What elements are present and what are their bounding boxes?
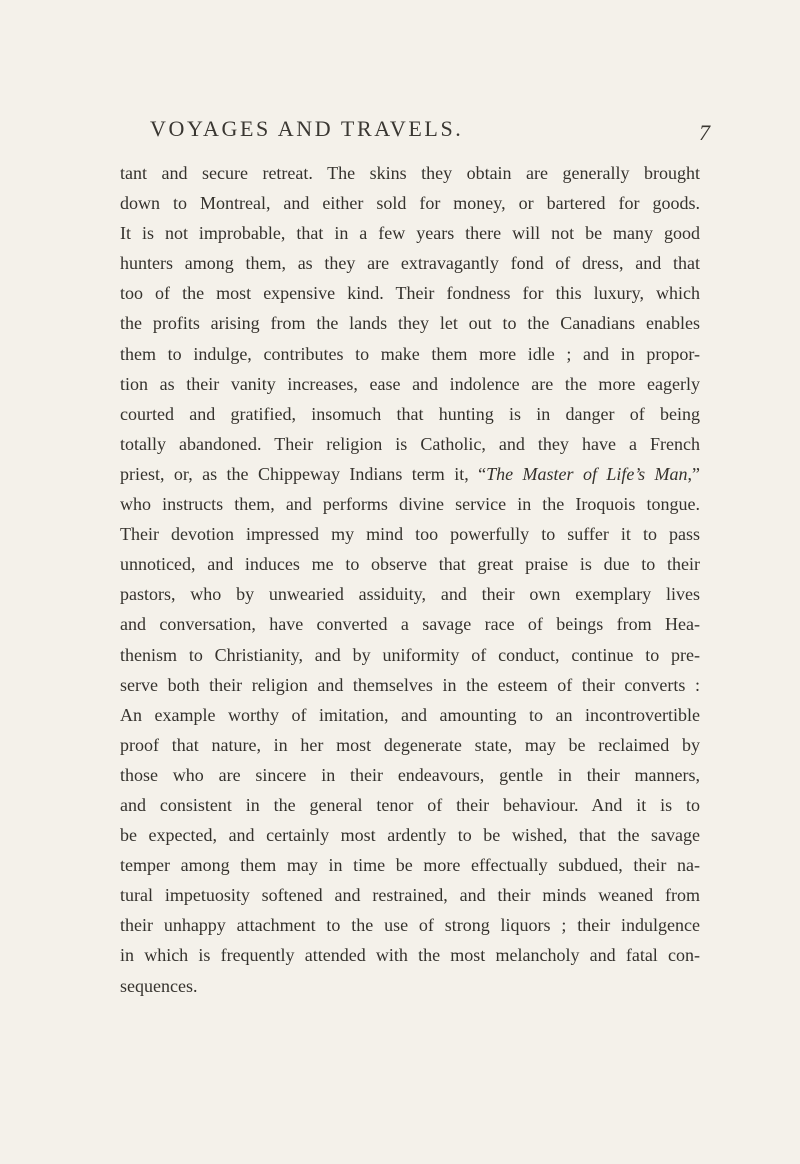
text-line: who instructs them, and performs divine service in the Iroquois tongue. (120, 494, 700, 515)
text-line: sequences. (120, 975, 198, 996)
running-title: VOYAGES AND TRAVELS. (150, 116, 464, 141)
text-line: proof that nature, in her most degenerate state, may be reclaimed by (120, 734, 700, 755)
text-run: ,” (687, 463, 701, 484)
page-number: 7 (699, 120, 710, 145)
text-line: tion as their vanity increases, ease and indolence are the more eagerly (120, 373, 700, 394)
text-line: Their devotion impressed my mind too powerfully to suffer it to pass (120, 524, 700, 545)
text-line: the profits arising from the lands they let out to the Canadians enables (120, 313, 700, 334)
text-line: courted and gratified, insomuch that hunting is in danger of being (120, 403, 700, 424)
text-line: pastors, who by unwearied assiduity, and their own exemplary lives (120, 584, 700, 605)
text-line: down to Montreal, and either sold for money, or bartered for goods. (120, 193, 700, 214)
text-line: totally abandoned. Their religion is Catholic, and they have a French (120, 433, 700, 454)
text-line: in which is frequently attended with the most melancholy and fatal con- (120, 945, 700, 966)
text-line: and consistent in the general tenor of their behaviour. And it is to (120, 794, 700, 815)
text-line: them to indulge, contributes to make them more idle ; and in propor- (120, 343, 700, 364)
text-line: too of the most expensive kind. Their fondness for this luxury, which (120, 283, 700, 304)
text-line: thenism to Christianity, and by uniformity of conduct, continue to pre- (120, 644, 700, 665)
text-line: hunters among them, as they are extravagantly fond of dress, and that (120, 253, 700, 274)
text-line: those who are sincere in their endeavours, gentle in their manners, (120, 764, 700, 785)
text-line: tural impetuosity softened and restrained, and their minds weaned from (120, 885, 700, 906)
text-line (120, 459, 700, 489)
italic-title: The Master of Life’s Man (486, 463, 688, 484)
text-line: tant and secure retreat. The skins they obtain are generally brought (120, 163, 700, 183)
text-run: priest, or, as the Chippeway Indians term it, “ (120, 463, 487, 484)
text-line: It is not improbable, that in a few years there will not be many good (120, 223, 700, 244)
text-line: be expected, and certainly most ardently to be wished, that the savage (120, 825, 700, 846)
text-line: temper among them may in time be more effectually subdued, their na- (120, 855, 700, 876)
body-paragraph (120, 158, 700, 1001)
text-line: An example worthy of imitation, and amounting to an incontrovertible (120, 704, 700, 725)
text-line: their unhappy attachment to the use of strong liquors ; their indulgence (120, 915, 700, 936)
text-line: unnoticed, and induces me to observe that great praise is due to their (120, 554, 700, 575)
text-line: serve both their religion and themselves in the esteem of their converts : (120, 674, 700, 695)
text-line: and conversation, have converted a savage race of beings from Hea- (120, 614, 700, 635)
